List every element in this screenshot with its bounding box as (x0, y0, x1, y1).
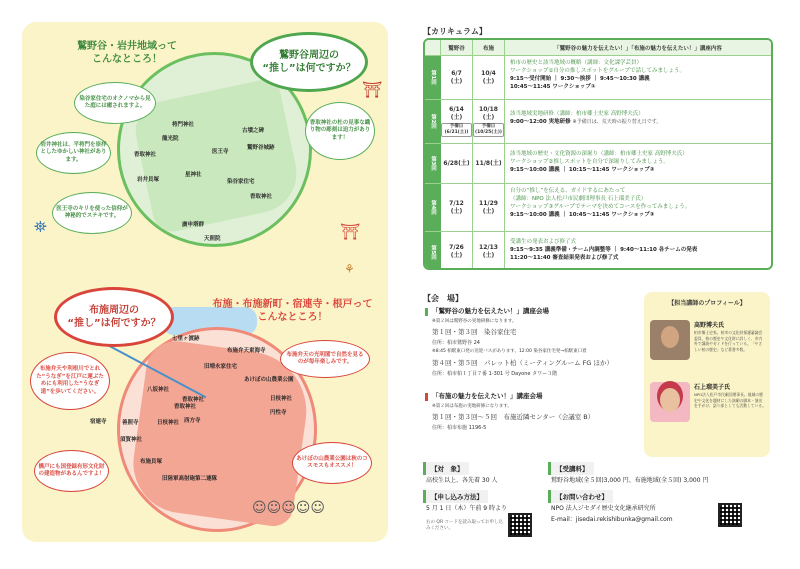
curriculum-header (425, 40, 771, 56)
bottom-heading: 布施・布施新町・宿連寺・根戸って こんなところ！ (212, 299, 373, 323)
people-walking-icon: ☺☺☺☺☺ (252, 500, 325, 516)
bottom-question-bubble: 布施周辺の “推し”は何ですか？ (54, 287, 174, 347)
instructor2-bio: NPO法人松戸市民劇団理事長。地域の歴史や文化を題材にした演劇の脚本・演出を手がけ、語り部としても活動している。 (694, 392, 766, 408)
place-label: 旧陸軍高射砲第二連隊 (162, 476, 218, 482)
target-heading: 【対 象】 (423, 462, 469, 475)
col-fuse: 布施 (473, 40, 505, 56)
place-label: 天照院 (204, 236, 221, 242)
top-note-2: 岩井神社は、平将門を崇拝としたゆかしい神社があります。 (36, 132, 111, 174)
place-label: 鷲野谷城跡 (247, 145, 275, 151)
venue1-note: ※第２回は鷲野谷の実地研修になります。 (432, 319, 517, 324)
torii-icon: ⛩ (340, 222, 361, 241)
venue1-place-b: 第４回・第５回 パレット柏（ミーティングルーム FG ほか） (432, 359, 613, 367)
instructor1-bio: 柏市郷土史家。柏市の文化財保護審議会委員。柏の歴史や文化財に詳しく、市内外で講演やガイドを行っている。「やさしい柏の歴史」など著書多数。 (694, 330, 763, 352)
place-label: 香取神社 (174, 404, 197, 410)
top-note-4: 医王寺のキリを使った信仰が神秘的でステキです。 (52, 192, 132, 234)
instructor1-name: 高野博夫氏 (694, 322, 725, 329)
place-label: 龍光院 (162, 136, 179, 142)
venue1-title: 「鷲野谷の魅力を伝えたい！」講座会場 (425, 308, 549, 316)
instructor2-photo (650, 382, 690, 422)
bottom-note-2: 布施弁天の光明閣で自然を見るのが毎年楽しみです。 (280, 340, 370, 378)
place-label: 八坂神社 (147, 387, 170, 393)
curriculum-row: 第2回 6/14 (土) 予備日 (6/21(土)) 10/18 (土) 予備日 (10/25(土)) 該当地域実地研修（講師：柏市郷土史家 高野博夫氏） 9:00～12:00 実地研修 ※予備日は、荒天時の振り替え日です。 (425, 100, 771, 144)
place-label: 医王寺 (212, 149, 229, 155)
place-label: 須賀神社 (120, 437, 143, 443)
venue1-bus-note: ※8:45 柏駅東口発の送迎バスがあります。12:00 染谷家住宅発→柏駅東口着 (432, 349, 587, 354)
profile-title: 【担当講師のプロフィール】 (668, 300, 746, 307)
place-label: あけぼの山農業公園 (244, 377, 294, 383)
apply-note: 右の QR コードを読み取ってお申し込みください。 (426, 520, 504, 531)
curriculum-row: 第5回 7/26 (土) 12/13 (土) 受講生の発表および修了式 9:15～9:35 講義準備・チーム内調整等 ｜ 9:40～11:10 各チームの発表 11:20～11:40 審査結果発表および修了式 (425, 232, 771, 270)
contact-qr-code[interactable] (718, 503, 742, 527)
top-note-1: 染谷家住宅のオクノマから見た庭には癒されますよ。 (74, 82, 156, 124)
place-label: 布施貝塚 (140, 459, 163, 465)
venue-title: 【会 場】 (423, 294, 463, 303)
col-content: 「鷲野谷の魅力を伝えたい！」「布施の魅力を伝えたい！」講座内容 (505, 40, 771, 56)
curriculum-title: 【カリキュラム】 (423, 27, 487, 36)
curriculum-table (423, 38, 773, 270)
contact-heading: 【お問い合わせ】 (548, 490, 613, 503)
place-label: 旧増永家住宅 (204, 364, 238, 370)
apply-heading: 【申し込み方法】 (423, 490, 488, 503)
venue2-note: ※第２回は布施の実地研修になります。 (432, 404, 512, 409)
instructor-profile (644, 292, 770, 457)
top-note-3: 香取神社の杜の見事な織り物の彫刻は迫力があります！ (305, 102, 375, 160)
leaf-icon: ⚘ (344, 262, 355, 276)
place-label: 宿連寺 (90, 419, 107, 425)
place-label: 日枝神社 (157, 420, 180, 426)
curriculum-row: 第4回 7/12 (土) 11/29 (土) 自分の“推し”を伝える、ガイドするにあたって （講師：NPO 法人松戸市民劇団理事長 石上瑠美子氏） ワークショップ③グループでテーマを決めてコースを作ってみましょう。 9:15～10:00 講義 ｜ 10:45～11:45 ワークショップ③ (425, 184, 771, 232)
place-label: 星神社 (185, 172, 202, 178)
apply-qr-code[interactable] (508, 513, 532, 537)
place-label: 西方寺 (184, 418, 201, 424)
place-label: 七里ヶ渡跡 (172, 336, 200, 342)
place-label: 香取神社 (134, 152, 157, 158)
curriculum-row: 第3回 6/28(土) 11/8(土) 該当地域の歴史・文化資源の深堀り（講師：柏市郷土史家 高野博夫氏） ワークショップ②推しスポットを自分で深堀りしてみましょう。 9:15～10:00 講義 ｜ 10:15～11:45 ワークショップ② (425, 144, 771, 184)
place-label: 香取神社 (182, 397, 205, 403)
target-text: 高校生以上、各先着 30 人 (426, 477, 498, 484)
instructor1-photo (650, 320, 690, 360)
venue1-addr-a: 住所：柏市鷲野谷 24 (432, 340, 480, 346)
col-washinoya: 鷲野谷 (441, 40, 473, 56)
instructor2-name: 石上瑠美子氏 (694, 384, 731, 391)
fee-heading: 【受講料】 (548, 462, 594, 475)
venue2-addr: 住所：柏市布施 1196-5 (432, 425, 487, 431)
fee-text: 鷲野谷地域(全５回)3,000 円、布施地域(全５回) 3,000 円 (551, 477, 709, 484)
map-panel (22, 22, 388, 542)
bottom-note-4: あけぼの山農業公園は秋のコスモスもオススメ！ (292, 442, 372, 484)
pagoda-icon: ⛩ (362, 80, 383, 99)
top-heading: 鷲野谷・岩井地域って こんなところ！ (77, 41, 177, 65)
bottom-note-3: 橋戸にも国登録有形文化財の建造物があるんですよ！ (34, 450, 109, 492)
place-label: 廣申塔群 (182, 222, 205, 228)
place-label: 将門神社 (172, 122, 195, 128)
venue1-place-a: 第１回・第３回 染谷家住宅 (432, 328, 517, 336)
place-label: 日枝神社 (270, 396, 293, 402)
apply-text: 5 月 1 日（木）午前 9 時より (426, 505, 507, 512)
venue2-title: 「布施の魅力を伝えたい！」講座会場 (425, 393, 543, 401)
venue1-addr-b: 住所：柏市柏１丁目７番 1-301 号 Dayone タワー３階 (432, 371, 558, 377)
contact-email[interactable]: E-mail：jisedai.rekishibunka@gmail.com (551, 516, 673, 523)
place-label: 円性寺 (270, 410, 287, 416)
place-label: 布施弁天東海寺 (227, 348, 266, 354)
curriculum-row: 第1回 6/7 (土) 10/4 (土) 柏市の歴史と該当地域の概略（講師：文化課学芸員） ワークショップ①自分の推しスポットをグループで話してみましょう。 9:15～受付開始 ｜ 9:30～挨拶 ｜ 9:45～10:30 講義 10:45～11:45 ワークショップ① (425, 56, 771, 100)
place-label: 古墳之碑 (242, 128, 265, 134)
place-label: 善照寺 (122, 420, 139, 426)
place-label: 香取神社 (250, 194, 273, 200)
place-label: 染谷家住宅 (227, 179, 255, 185)
venue2-place: 第１回・第３回～５回 布施近隣センター（会議室 B） (432, 413, 595, 421)
lantern-icon: ⛯ (34, 217, 47, 236)
place-label: 岩井貝塚 (137, 177, 160, 183)
bottom-note-1: 布施弁天や利根川でとれた“うなぎ”を江戸に運ぶためにも利用した“うなぎ道”を歩いてください。 (30, 352, 110, 410)
contact-org: NPO 法人ジセダイ歴史文化継承研究所 (551, 505, 656, 512)
top-question-bubble: 鷲野谷周辺の “推し”は何ですか？ (250, 32, 368, 92)
